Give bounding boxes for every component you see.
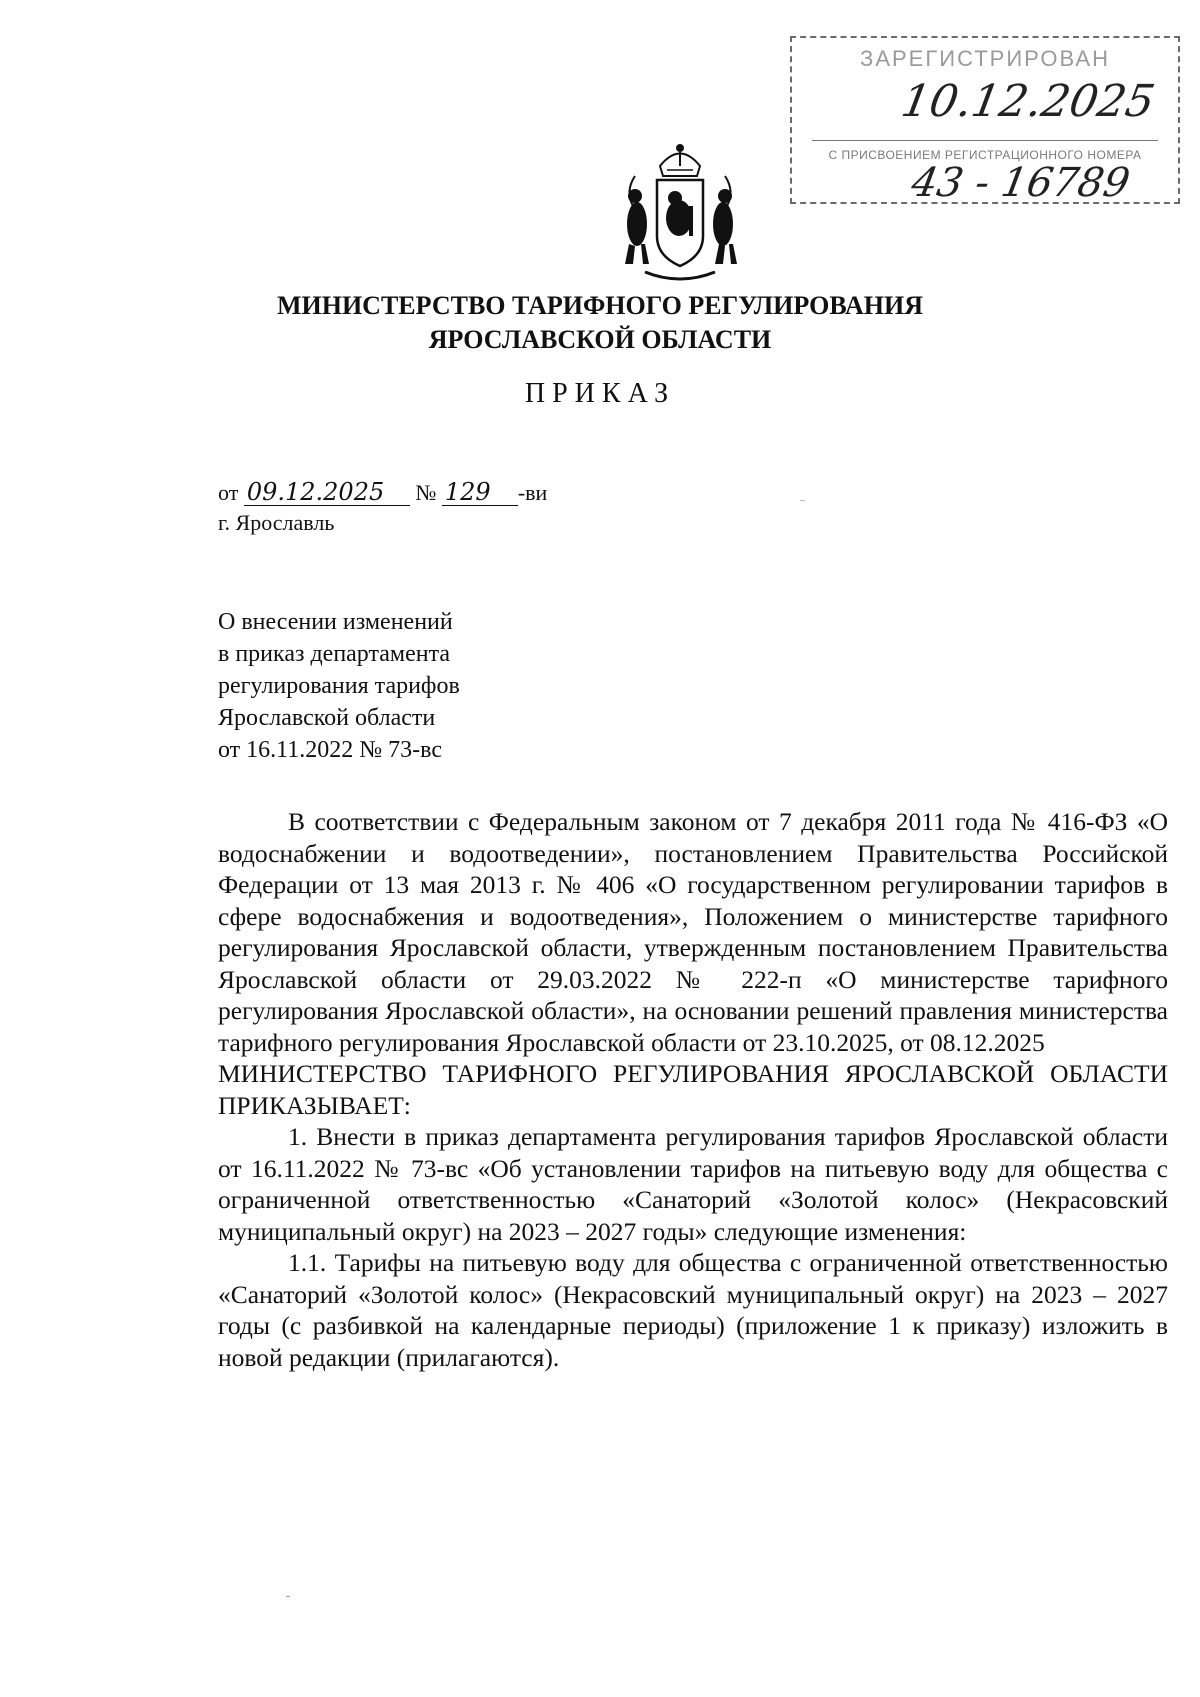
order-date: 09.12.2025 — [244, 479, 410, 506]
order-number-suffix: -ви — [517, 480, 548, 505]
stamp-divider — [812, 140, 1158, 141]
ministry-name — [0, 289, 1200, 357]
ministry-name-line2: ЯРОСЛАВСКОЙ ОБЛАСТИ — [428, 325, 772, 354]
coat-of-arms-icon — [615, 136, 745, 286]
registration-stamp — [790, 36, 1180, 204]
stamp-registration-number: 43 - 16789 — [907, 160, 1134, 206]
scan-mark — [286, 1596, 290, 1597]
order-subject — [218, 606, 538, 766]
decree-heading: МИНИСТЕРСТВО ТАРИФНОГО РЕГУЛИРОВАНИЯ ЯРОСЛАВСКОЙ ОБЛАСТИ ПРИКАЗЫВАЕТ: — [218, 1059, 1168, 1120]
stamp-subheader: С ПРИСВОЕНИЕМ РЕГИСТРАЦИОННОГО НОМЕРА — [828, 148, 1142, 162]
subject-line: от 16.11.2022 № 73-вс — [218, 737, 443, 763]
ministry-name-line1: МИНИСТЕРСТВО ТАРИФНОГО РЕГУЛИРОВАНИЯ — [276, 291, 924, 320]
scan-mark — [800, 500, 805, 501]
order-number: 129 — [442, 479, 518, 506]
preamble-paragraph: В соответствии с Федеральным законом от 7 декабря 2011 года № 416-ФЗ «О водоснабжении и водоотведении», постановлением Правительства Российской Федерации от 13 мая 2013 г. № 406 «О государственном регулировании тарифов в сфере водоснабжения и водоотведения», Положением о министерстве тарифного регулирования Ярославской области, утвержденным постановлением Правительства Ярославской области от 29.03.2022 № 222-п «О министерстве тарифного регулирования Ярославской области», на основании решений правления министерства тарифного регулирования Ярославской области от 23.10.2025, от 08.12.2025 — [218, 807, 1168, 1057]
item-1-1-paragraph: 1.1. Тарифы на питьевую воду для общества с ограниченной ответственностью «Санаторий «Золотой колос» (Некрасовский муниципальный округ) на 2023 – 2027 годы (с разбивкой на календарные периоды) (приложение 1 к приказу) изложить в новой редакции (прилагаются). — [218, 1248, 1168, 1372]
city: г. Ярославль — [218, 510, 335, 535]
subject-line: Ярославской области — [218, 705, 436, 731]
item-1-paragraph: 1. Внести в приказ департамента регулирования тарифов Ярославской области от 16.11.2022 № 73-вс «Об установлении тарифов на питьевую воду для общества с ограниченной ответственностью «Санаторий «Золотой колос» (Некрасовский муниципальный округ) на 2023 – 2027 годы» следующие изменения: — [218, 1122, 1168, 1246]
number-label: № — [415, 480, 437, 505]
document-type-title: ПРИКАЗ — [524, 378, 676, 409]
stamp-header: ЗАРЕГИСТРИРОВАН — [860, 46, 1110, 71]
stamp-date: 10.12.2025 — [897, 76, 1159, 127]
subject-line: О внесении изменений — [218, 609, 453, 635]
subject-line: в приказ департамента — [218, 641, 451, 667]
order-date-number — [218, 478, 547, 508]
order-body — [218, 806, 1168, 1373]
subject-line: регулирования тарифов — [218, 673, 460, 699]
from-label: от — [218, 480, 239, 505]
